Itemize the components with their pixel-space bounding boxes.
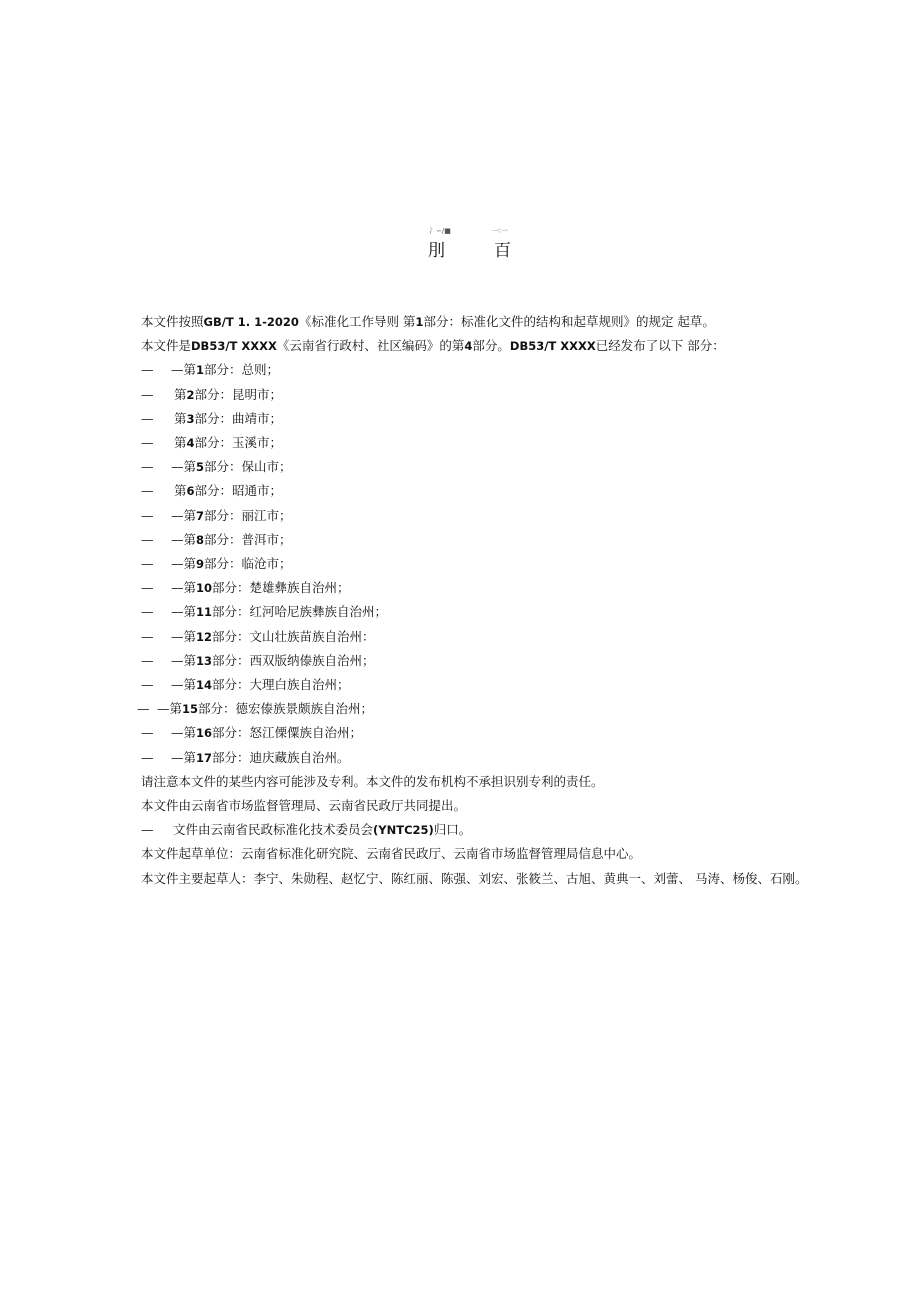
list-item [110,358,822,382]
title-char-1: 刖 [428,241,445,261]
part-number: 12 [196,629,213,644]
list-text: 部分：迪庆藏族自治州。 [212,749,350,765]
part-number: 6 [186,484,195,499]
intro-paragraph-1 [110,310,822,334]
proposed-by: 本文件由云南省市场监督管理局、云南省民政厅共同提出。 [141,798,467,814]
part-number: 5 [196,460,205,475]
title-mark-left: 冫∽/■ [429,227,451,235]
centralized-text: 归口。 [433,822,472,838]
list-prefix: —第 [171,725,197,741]
standard-code: DB53/T XXXX [191,339,277,354]
list-prefix: —第 [171,677,197,693]
part-number: 11 [196,605,213,620]
list-dash: — [141,459,154,475]
drafting-units: 本文件起草单位：云南省标准化研究院、云南省民政厅、云南省市场监督管理局信息中心。 [141,846,642,862]
list-text: 部分：红河哈尼族彝族自治州； [212,604,388,620]
title-char-2: 百 [494,241,511,261]
part-number: 16 [196,726,213,741]
intro-text: 《标准化工作导则 第 [298,314,416,329]
list-dash: — [137,701,150,717]
title-mark-right: 一∶一 [492,227,508,235]
list-dash: — [141,822,154,838]
centralized-by [110,818,822,842]
foreword-body [110,310,822,891]
list-item [110,528,822,552]
list-text: 部分：玉溪市； [194,435,283,451]
list-text: 部分：普洱市； [204,531,292,547]
list-dash: — [141,386,154,402]
centralized-text: 文件由云南省民政标准化技术委员会 [173,822,374,838]
list-prefix: 第 [174,386,187,402]
list-dash: — [141,483,154,499]
list-dash: — [141,507,154,523]
part-number: 1 [415,315,424,329]
part-number: 3 [186,411,195,426]
intro-text: 已经发布了以下 部分： [595,338,725,354]
list-item [110,625,822,649]
list-text: 部分：楚雄彝族自治州； [212,580,350,596]
list-text: 部分：昭通市； [194,483,283,499]
list-prefix: 第 [174,435,187,451]
list-item [110,697,822,721]
list-item [110,383,822,407]
list-prefix: —第 [171,362,197,378]
part-number: 4 [464,339,473,354]
list-text: 部分：曲靖市； [194,410,283,426]
list-item [110,431,822,455]
list-item [110,721,822,745]
part-number: 13 [196,653,213,668]
list-prefix: —第 [171,628,197,644]
intro-text: 《云南省行政村、社区编码》的第 [276,338,465,354]
list-text: 部分：临沧市； [204,556,292,572]
page-title [0,236,920,262]
list-dash: — [141,556,154,572]
part-number: 1 [196,363,205,378]
list-text: 部分：文山壮族苗族自治州： [212,628,375,644]
part-number: 15 [182,702,199,717]
list-dash: — [141,580,154,596]
list-item [110,576,822,600]
list-item [110,600,822,624]
list-text: 部分：怒江傈僳族自治州； [212,725,363,741]
intro-text: 部分。 [472,338,510,354]
list-text: 部分：丽江市； [204,507,292,523]
part-number: 14 [196,678,213,693]
list-dash: — [141,435,154,451]
list-item [110,673,822,697]
list-item [110,746,822,770]
list-dash: — [141,628,154,644]
part-number: 8 [196,532,205,547]
list-item [110,455,822,479]
list-item [110,649,822,673]
intro-text: 本文件按照 [141,314,204,329]
list-prefix: —第 [171,556,197,572]
list-text: 部分：总则； [204,362,280,378]
list-dash: — [141,677,154,693]
part-number: 7 [196,508,205,523]
list-prefix: —第 [171,531,197,547]
list-item [110,504,822,528]
list-item [110,407,822,431]
list-item [110,552,822,576]
list-prefix: —第 [171,652,197,668]
list-prefix: —第 [171,604,197,620]
intro-text: 部分：标准化文件的结构和起草规则》的规定 起草。 [423,314,715,329]
list-text: 部分：德宏傣族景颇族自治州； [198,701,374,717]
part-number: 2 [186,387,195,402]
list-dash: — [141,531,154,547]
intro-paragraph-2 [110,334,822,358]
list-dash: — [141,410,154,426]
list-prefix: 第 [174,483,187,499]
list-prefix: —第 [171,749,197,765]
list-prefix: —第 [171,580,197,596]
standard-code: GB/T 1. 1-2020 [203,315,299,329]
list-prefix: —第 [171,459,197,475]
part-number: 17 [196,750,213,765]
drafters: 本文件主要起草人：李宁、朱勋程、赵忆宁、陈红丽、陈强、刘宏、张筱兰、古旭、黄典一、刘蕾、 马涛、杨俊、石刚。 [141,870,808,886]
list-item [110,479,822,503]
list-text: 部分：西双版纳傣族自治州； [212,652,375,668]
parts-list [110,358,822,769]
part-number: 9 [196,557,205,572]
part-number: 4 [186,436,195,451]
patent-notice: 请注意本文件的某些内容可能涉及专利。本文件的发布机构不承担识别专利的责任。 [141,773,604,789]
standard-code: DB53/T XXXX [509,339,596,354]
list-dash: — [141,362,154,378]
list-prefix: 第 [174,410,187,426]
list-text: 部分：昆明市； [194,386,283,402]
intro-text: 本文件是 [141,338,192,354]
list-text: 部分：保山市； [204,459,292,475]
list-dash: — [141,604,154,620]
part-number: 10 [196,581,213,596]
list-dash: — [141,652,154,668]
list-dash: — [141,725,154,741]
list-prefix: —第 [171,507,197,523]
list-prefix: —第 [157,701,183,717]
committee-code: (YNTC25) [373,823,434,838]
list-text: 部分：大理白族自治州； [212,677,350,693]
list-dash: — [141,749,154,765]
